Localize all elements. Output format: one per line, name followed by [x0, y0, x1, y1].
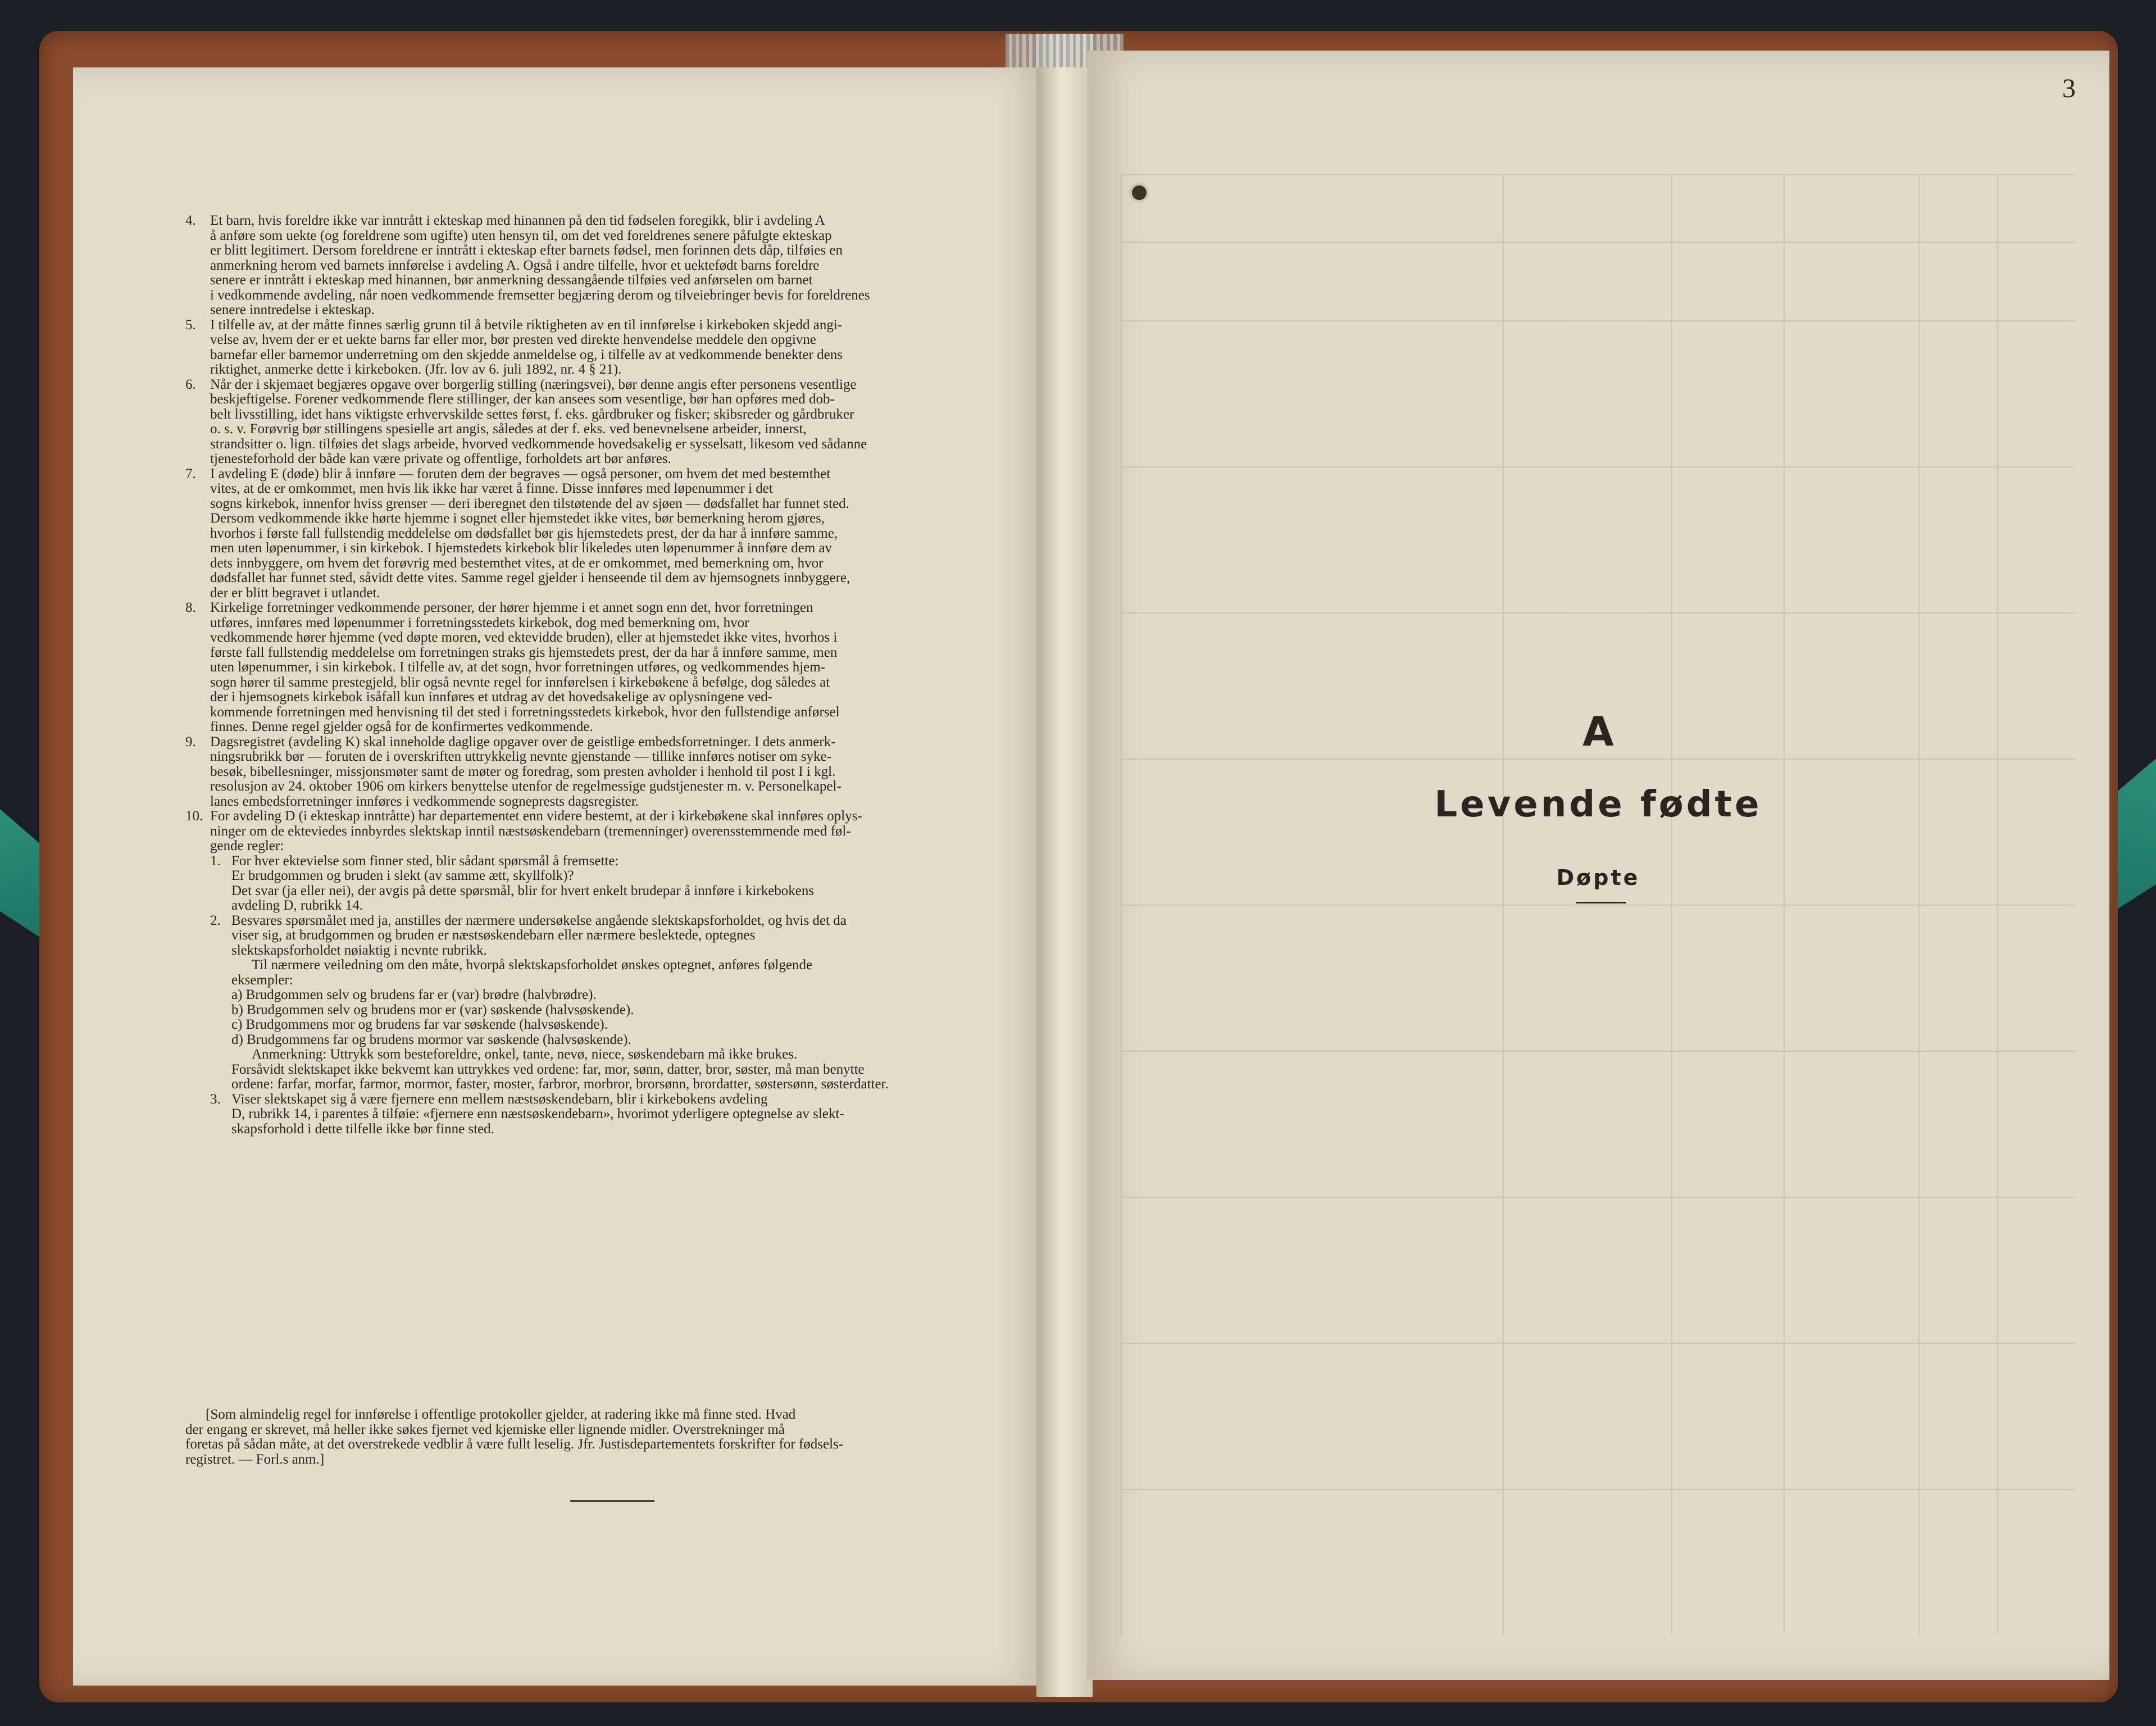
text-line: For avdeling D (i ekteskap inntråtte) har departementet enn videre bestemt, at der i kirkebøkene skal innføres oplys- [210, 809, 862, 824]
text-line: senere inntredelse i ekteskap. [210, 302, 375, 317]
text-line: gende regler: [210, 838, 284, 853]
text-line: avdeling D, rubrikk 14. [231, 898, 363, 913]
section-letter: A [1582, 708, 1614, 755]
sub-rule [210, 1092, 1034, 1137]
text-line: Anmerkning: Uttrykk som besteforeldre, onkel, tante, nevø, niece, søskendebarn må ikke brukes. [252, 1047, 798, 1062]
text-line: belt livsstilling, idet hans viktigste erhvervskilde settes først, f. eks. gårdbruker og fisker; skibsreder og gårdbruker [210, 406, 854, 422]
instruction-item [185, 601, 1034, 735]
text-line: Det svar (ja eller nei), der avgis på dette spørsmål, blir for hvert enkelt brudepar å innføre i kirkebokens [231, 883, 815, 898]
text-line: dødsfallet har funnet sted, såvidt dette vites. Samme regel gjelder i henseende til dem av hjemsognets innbyggere, [210, 570, 850, 585]
item-number: 8. [185, 600, 196, 615]
item-number: 1. [210, 853, 221, 869]
item-number: 6. [185, 376, 196, 392]
text-line: Dagsregistret (avdeling K) skal inneholde daglige opgaver over de geistlige embedsforretninger. I dets anmerk- [210, 734, 836, 750]
text-line: d) Brudgommens far og brudens mormor var søskende (halvsøskende). [231, 1032, 631, 1047]
text-line: dets innbyggere, om hvem det forøvrig med bestemthet vites, at de er omkommet, med bemerkning om, hvor [210, 555, 824, 571]
text-line: foretas på sådan måte, at det overstrekede vedblir å være fullt leselig. Jfr. Justisdepartementets forskrifter for fødsels- [185, 1437, 844, 1452]
sub-rule [210, 854, 1034, 914]
text-line: I avdeling E (døde) blir å innføre — foruten dem der begraves — også personer, om hvem det med bestemthet [210, 466, 831, 482]
text-line: i vedkommende avdeling, når noen vedkommende fremsetter begjæring derom og tilveiebringer bevis for foreldrenes [210, 287, 870, 303]
instruction-item [185, 467, 1034, 601]
closing-rule [570, 1500, 654, 1502]
text-line: sogns kirkebok, innenfor hviss grenser — deri iberegnet den tilstøtende del av sjøen — dødsfallet har funnet sted. [210, 496, 849, 511]
book-spine [1036, 34, 1093, 1697]
text-line: eksempler: [231, 972, 293, 988]
item-number: 5. [185, 317, 196, 333]
text-line: c) Brudgommens mor og brudens far var søskende (halvsøskende). [231, 1017, 608, 1032]
text-line: senere er inntrått i ekteskap med hinannen, bør anmerkning dessangående tilføies ved anførselen om barnet [210, 272, 813, 288]
text-line: men uten løpenummer, i sin kirkebok. I hjemstedets kirkebok blir likeledes uten løpenummer å innføre dem av [210, 540, 833, 556]
item-number: 9. [185, 734, 196, 750]
text-line: Forsåvidt slektskapet ikke bekvemt kan uttrykkes ved ordene: far, mor, sønn, datter, bror, søster, må man benytte [231, 1061, 865, 1077]
text-line: ninger om de ekteviedes innbyrdes slektskap inntil næstsøskendebarn (tremenninger) overensstemmende med føl- [210, 823, 851, 839]
left-page [73, 67, 1039, 1686]
text-line: riktighet, anmerke dette i kirkeboken. (Jfr. lov av 6. juli 1892, nr. 4 § 21). [210, 362, 622, 377]
instructions-text [185, 214, 1034, 1137]
text-line: lanes embedsforretninger innføres i vedkommende sogneprests dagsregister. [210, 793, 639, 809]
instruction-item [185, 735, 1034, 810]
subtitle-underline [1576, 902, 1626, 903]
text-line: Til nærmere veiledning om den måte, hvorpå slektskapsforholdet ønskes optegnet, anføres følgende [252, 957, 813, 973]
text-line: tjenesteforhold der både kan være private og offentlige, forholdets art bør anføres. [210, 451, 671, 466]
item-number: 7. [185, 466, 196, 482]
instruction-item [185, 809, 1034, 854]
text-line: besøk, bibellesninger, missjonsmøter samt de møter og foredrag, som presten avholder i henhold til post I i kgl. [210, 764, 836, 779]
text-line: Er brudgommen og bruden i slekt (av samme ætt, skyllfolk)? [231, 868, 574, 883]
examples [210, 958, 1034, 1092]
text-line: For hver ektevielse som finner sted, blir sådant spørsmål å fremsette: [231, 853, 619, 869]
sub-rules [185, 854, 1034, 1137]
item-number: 4. [185, 213, 196, 228]
text-line: viser sig, at brudgommen og bruden er næstsøskendebarn eller nærmere beslektede, optegnes [231, 928, 756, 943]
text-line: finnes. Denne regel gjelder også for de konfirmertes vedkommende. [210, 719, 593, 734]
text-line: Dersom vedkommende ikke hørte hjemme i sognet eller hjemstedet ikke vites, bør bemerkning herom gjøres, [210, 511, 825, 526]
instruction-item [185, 318, 1034, 378]
text-line: Når der i skjemaet begjæres opgave over borgerlig stilling (næringsvei), bør denne angis efter personens vesentlige [210, 376, 857, 392]
text-line: Viser slektskapet sig å være fjernere enn mellem næstsøskendebarn, blir i kirkebokens avdeling [231, 1091, 768, 1107]
text-line: hvorhos i første fall fullstendig meddelelse om dødsfallet bør gis hjemstedets prest, der da har å innføre samme, [210, 525, 838, 541]
text-line: vedkommende hører hjemme (ved døpte moren, ved ektevidde bruden), eller at hjemstedet ikke vites, hvorhos i [210, 630, 838, 645]
text-line: registret. — Forl.s anm.] [185, 1451, 325, 1467]
text-line: utføres, innføres med løpenummer i forretningsstedets kirkebok, dog med bemerkning om, hvor [210, 615, 749, 630]
text-line: Kirkelige forretninger vedkommende personer, der hører hjemme i et annet sogn enn det, hvor forretningen [210, 600, 813, 615]
section-title: Levende fødte [1434, 784, 1762, 825]
text-line: o. s. v. Forøvrig bør stillingens spesielle art angis, således at der f. eks. ved benevnelsene arbeider, innerst, [210, 421, 807, 437]
bleed-through-form-lines [1121, 174, 2076, 1635]
right-page [1087, 51, 2109, 1680]
text-line: Besvares spørsmålet med ja, anstilles der nærmere undersøkelse angående slektskapsforholdet, og hvis det da [231, 912, 847, 928]
text-line: der i hjemsognets kirkebok isåfall kun innføres et utdrag av det hovedsakelige av oplysningene ved- [210, 689, 773, 705]
editor-note [185, 1407, 1034, 1467]
text-line: der er blitt begravet i utlandet. [210, 585, 380, 601]
text-line: velse av, hvem der er et uekte barns far eller mor, bør presten ved direkte henvendelse meddele den opgivne [210, 332, 816, 347]
text-line: der engang er skrevet, må heller ikke søkes fjernet ved kjemiske eller lignende midler. Overstrekninger må [185, 1421, 785, 1437]
text-line: barnefar eller barnemor underretning om den skjedde anmeldelse og, i tilfelle av at vedkommende benekter dens [210, 347, 843, 362]
item-number: 3. [210, 1091, 221, 1107]
text-line: er blitt legitimert. Dersom foreldrene er inntrått i ekteskap efter barnets fødsel, men forinnen dets dåp, tilføies en [210, 243, 843, 258]
text-line: ordene: farfar, morfar, farmor, mormor, faster, moster, farbror, morbror, brorsønn, brordatter, søstersønn, søsterdatter. [231, 1077, 889, 1092]
item-number: 10. [185, 809, 203, 824]
text-line: a) Brudgommen selv og brudens far er (var) brødre (halvbrødre). [231, 987, 597, 1002]
text-line: første fall fullstendig meddelelse om forretningen straks gis hjemstedets prest, der da har å innføre samme, men [210, 644, 838, 660]
text-line: skapsforhold i dette tilfelle ikke bør finne sted. [231, 1121, 494, 1137]
text-line: resolusjon av 24. oktober 1906 om kirkers benyttelse utenfor de regelmessige gudstjenester m. v. Personelkapel- [210, 779, 842, 794]
text-line: uten løpenummer, i sin kirkebok. I tilfelle av, at det sogn, hvor forretningen utføres, og vedkommendes hjem- [210, 660, 826, 675]
text-line: beskjeftigelse. Forener vedkommende flere stillinger, der kan ansees som vesentlige, bør han opføres med dob- [210, 392, 835, 407]
instruction-item [185, 378, 1034, 467]
text-line: sogn hører til samme prestegjeld, blir også nevnte regel for innførelsen i kirkebøkene å befølge, dog således at [210, 674, 830, 690]
sub-rule [210, 914, 1034, 959]
text-line: å anføre som uekte (og foreldrene som ugifte) uten hensyn til, om det ved foreldrenes senere påfulgte ekteskap [210, 228, 832, 243]
text-line: D, rubrikk 14, i parentes å tilføie: «fjernere enn næstsøskendebarn», hvorimot yderligere optegnelse av slekt- [231, 1106, 844, 1121]
text-line: strandsitter o. lign. tilføies det slags arbeide, hvorved vedkommende hovedsakelig er sysselsatt, likesom ved sådanne [210, 436, 867, 452]
text-line: [Som almindelig regel for innførelse i offentlige protokoller gjelder, at radering ikke må finne sted. Hvad [206, 1407, 796, 1422]
text-line: ningsrubrikk bør — foruten de i overskriften uttrykkelig nevnte gjenstande — tillike innføres notiser om syke- [210, 749, 832, 764]
text-line: Et barn, hvis foreldre ikke var inntrått i ekteskap med hinannen på den tid fødselen foregikk, blir i avdeling A [210, 213, 825, 228]
text-line: I tilfelle av, at der måtte finnes særlig grunn til å betvile riktigheten av en til innførelse i kirkeboken skjedd angi- [210, 317, 843, 333]
text-line: kommende forretningen med henvisning til det sted i forretningsstedets kirkebok, hvor den fullstendige anførsel [210, 704, 840, 720]
text-line: b) Brudgommen selv og brudens mor er (var) søskende (halvsøskende). [231, 1002, 634, 1018]
section-subtitle: Døpte [1556, 865, 1640, 890]
text-line: slektskapsforholdet nøiaktig i nevnte rubrikk. [231, 942, 487, 958]
item-number: 2. [210, 912, 221, 928]
text-line: vites, at de er omkommet, men hvis lik ikke har været å finne. Disse innføres med løpenummer i det [210, 481, 773, 496]
instruction-item [185, 214, 1034, 318]
right-page-number: 3 [2062, 74, 2076, 103]
text-line: anmerkning herom ved barnets innførelse i avdeling A. Også i andre tilfelle, hvor et uektefødt barns foreldre [210, 257, 820, 273]
